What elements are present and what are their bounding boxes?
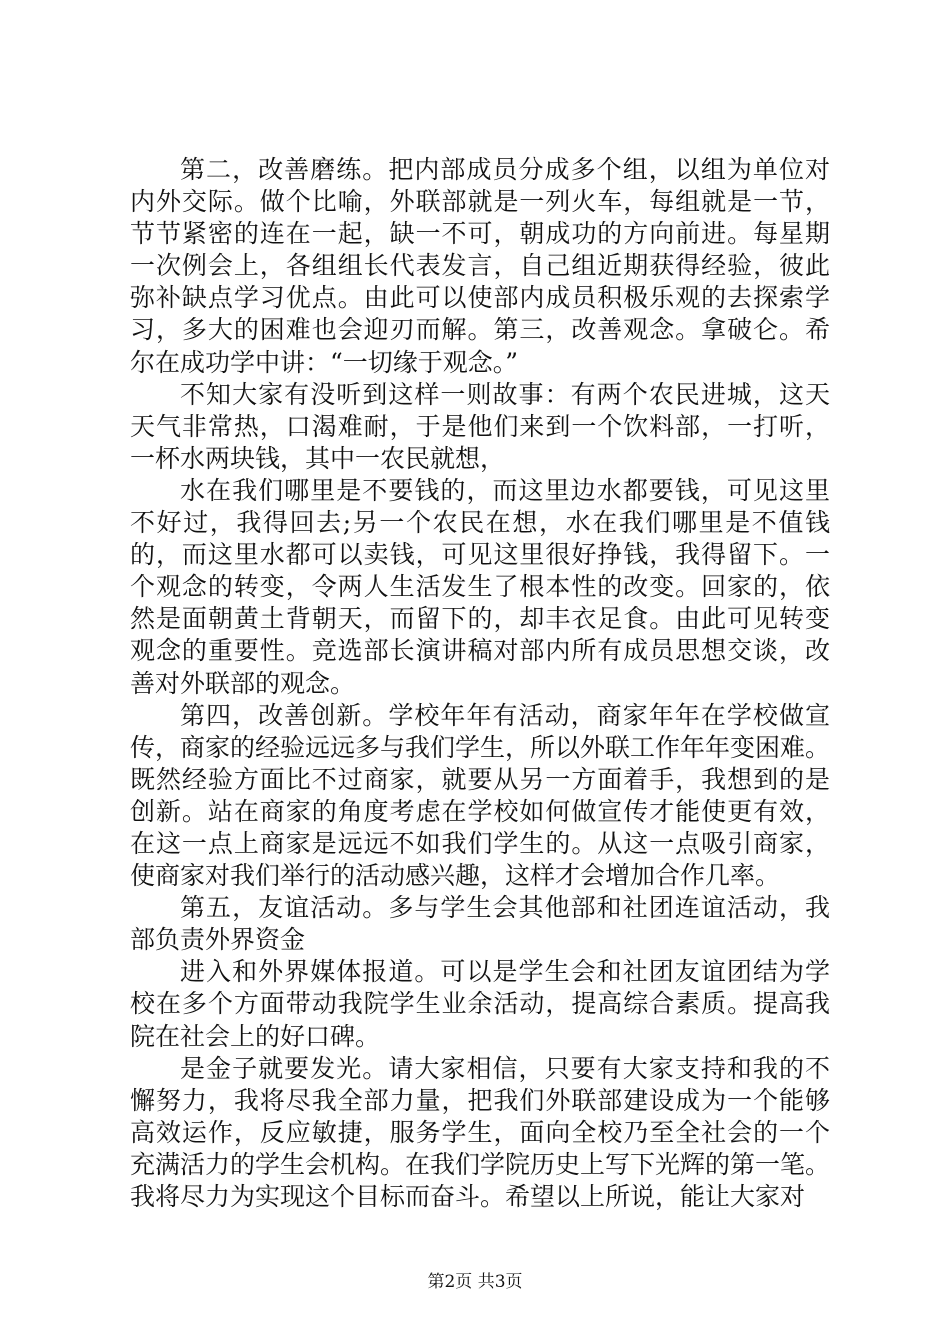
page-number-label: 第2页 共3页: [427, 1272, 523, 1292]
paragraph-4: 第四，改善创新。学校年年有活动，商家年年在学校做宣传，商家的经验远远多与我们学生，所以外联工作年年变困难。既然经验方面比不过商家，就要从另一方面着手，我想到的是创新。站在商家的角度考虑在学校如何做宣传才能使更有效，在这一点上商家是远远不如我们学生的。从这一点吸引商家，使商家对我们举行的活动感兴趣，这样才会增加合作几率。: [130, 700, 831, 891]
paragraph-3: 水在我们哪里是不要钱的，而这里边水都要钱，可见这里不好过，我得回去;另一个农民在想，水在我们哪里是不值钱的，而这里水都可以卖钱，可见这里很好挣钱，我得留下。一个观念的转变，令两人生活发生了根本性的改变。回家的，依然是面朝黄土背朝天，而留下的，却丰衣足食。由此可见转变观念的重要性。竞选部长演讲稿对部内所有成员思想交谈，改善对外联部的观念。: [130, 475, 830, 698]
document-body: [130, 154, 830, 1213]
paragraph-6: 进入和外界媒体报道。可以是学生会和社团友谊团结为学校在多个方面带动我院学生业余活动，提高综合素质。提高我院在社会上的好口碑。: [130, 957, 830, 1051]
paragraph-5: 第五，友谊活动。多与学生会其他部和社团连谊活动，我部负责外界资金: [130, 893, 830, 955]
paragraph-1: 第二，改善磨练。把内部成员分成多个组，以组为单位对内外交际。做个比喻，外联部就是一列火车，每组就是一节，节节紧密的连在一起，缺一不可，朝成功的方向前进。每星期一次例会上，各组组长代表发言，自己组近期获得经验，彼此弥补缺点学习优点。由此可以使部内成员积极乐观的去探索学习，多大的困难也会迎刃而解。第三，改善观念。拿破仑。希尔在成功学中讲：“一切缘于观念。”: [130, 155, 830, 377]
page-footer: [0, 1271, 950, 1293]
paragraph-7: 是金子就要发光。请大家相信，只要有大家支持和我的不懈努力，我将尽我全部力量，把我们外联部建设成为一个能够高效运作，反应敏捷，服务学生，面向全校乃至全社会的一个充满活力的学生会机构。在我们学院历史上写下光辉的第一笔。我将尽力为实现这个目标而奋斗。希望以上所说，能让大家对: [130, 1053, 831, 1211]
paragraph-2: 不知大家有没听到这样一则故事：有两个农民进城，这天天气非常热，口渴难耐，于是他们来到一个饮料部，一打听，一杯水两块钱，其中一农民就想，: [130, 379, 830, 473]
